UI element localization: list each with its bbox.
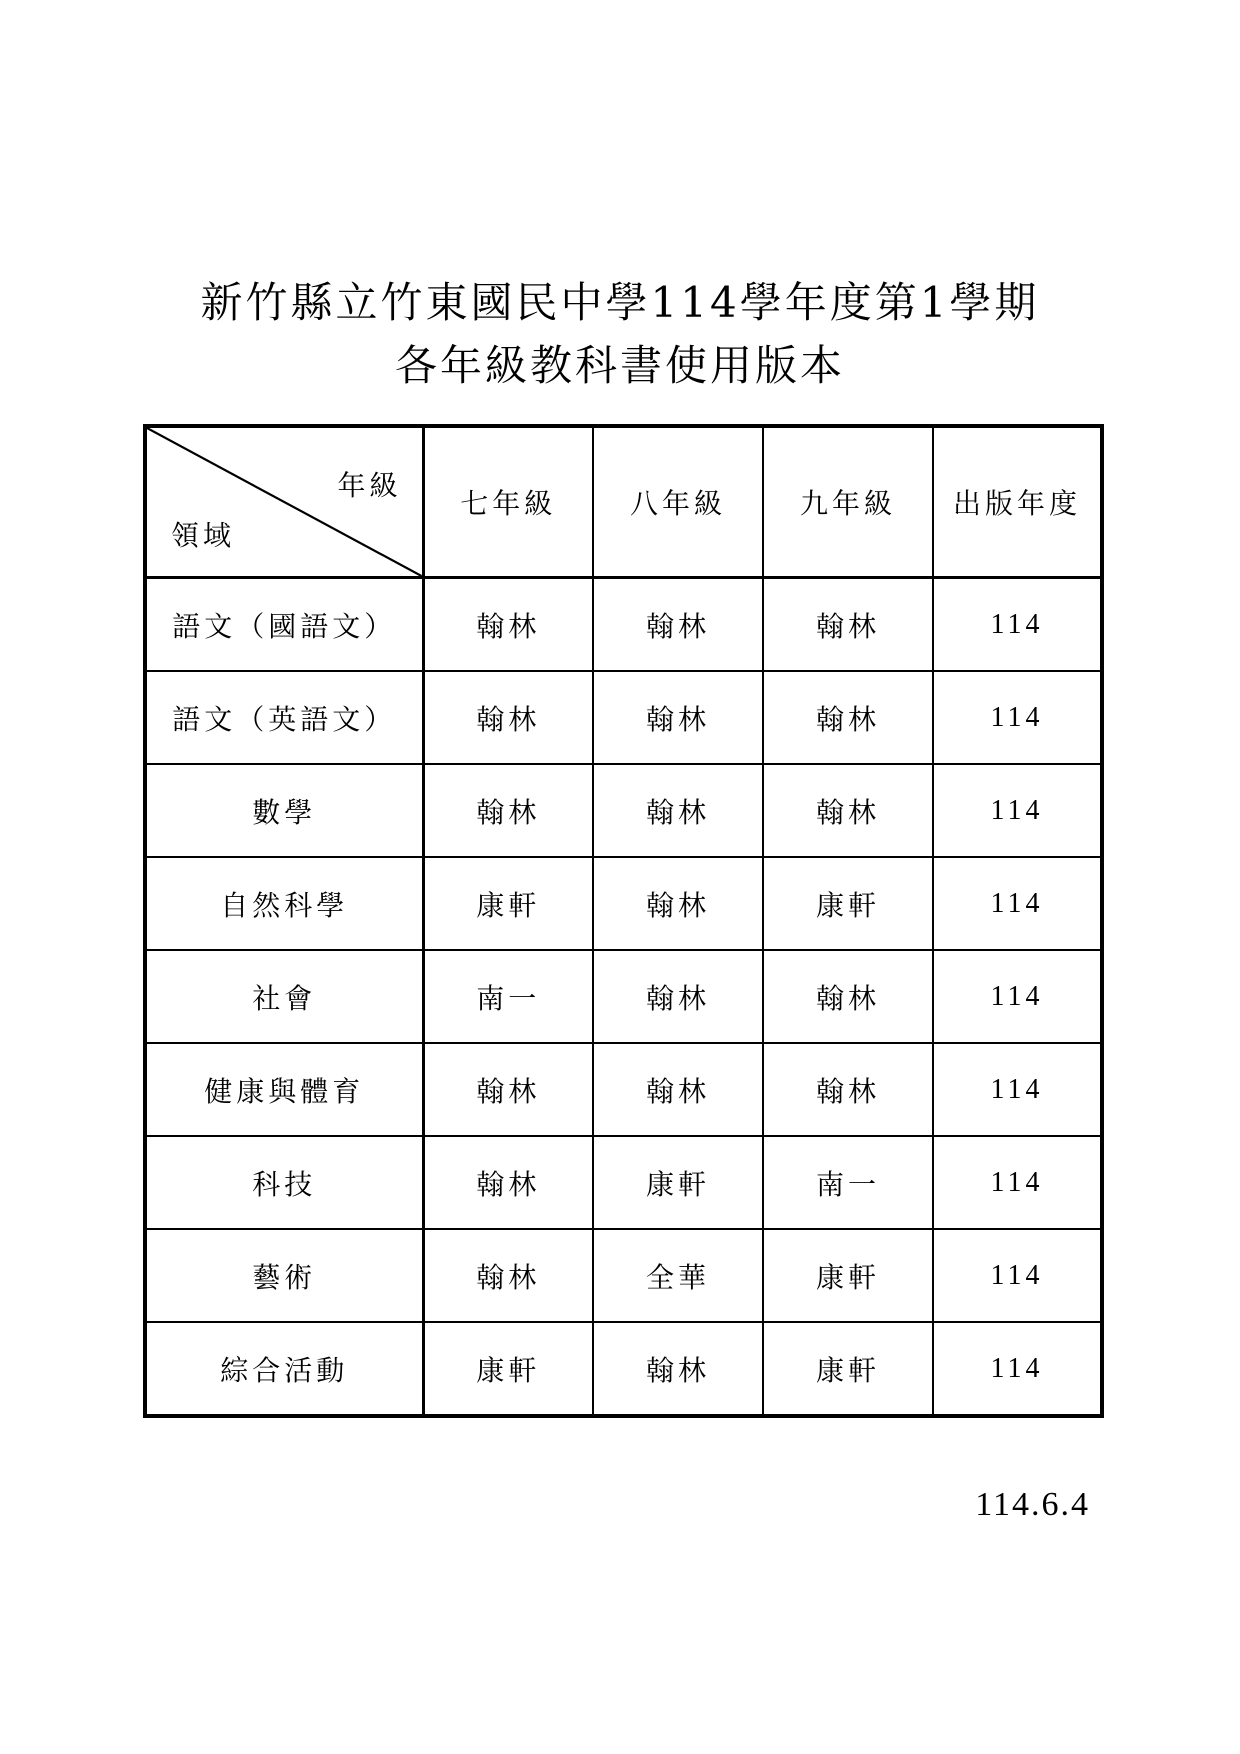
publish-year-cell: 114	[933, 1043, 1102, 1136]
grade8-cell: 翰林	[593, 671, 763, 764]
grade8-cell: 翰林	[593, 1322, 763, 1416]
table-row	[145, 671, 1102, 764]
domain-cell: 健康與體育	[145, 1043, 423, 1136]
publish-year-cell: 114	[933, 1136, 1102, 1229]
document-date: 114.6.4	[975, 1486, 1090, 1523]
grade7-cell: 翰林	[423, 1043, 593, 1136]
table-row	[145, 1229, 1102, 1322]
publish-year-cell: 114	[933, 578, 1102, 672]
table-row	[145, 1322, 1102, 1416]
grade9-cell: 康軒	[763, 1229, 933, 1322]
column-header-grade8: 八年級	[593, 426, 763, 578]
grade9-cell: 南一	[763, 1136, 933, 1229]
grade9-cell: 翰林	[763, 578, 933, 672]
grade7-cell: 翰林	[423, 1136, 593, 1229]
table-row	[145, 764, 1102, 857]
column-header-publish-year: 出版年度	[933, 426, 1102, 578]
column-header-grade7: 七年級	[423, 426, 593, 578]
title-line-2: 各年級教科書使用版本	[394, 341, 845, 390]
domain-cell: 藝術	[145, 1229, 423, 1322]
header-row	[145, 426, 1102, 578]
publish-year-cell: 114	[933, 1322, 1102, 1416]
corner-grade-label: 年級	[337, 469, 402, 502]
domain-cell: 語文（國語文）	[145, 578, 423, 672]
grade9-cell: 翰林	[763, 1043, 933, 1136]
grade8-cell: 全華	[593, 1229, 763, 1322]
title-line-1: 新竹縣立竹東國民中學114學年度第1學期	[200, 278, 1040, 327]
domain-cell: 自然科學	[145, 857, 423, 950]
publish-year-cell: 114	[933, 764, 1102, 857]
grade9-cell: 康軒	[763, 1322, 933, 1416]
grade8-cell: 翰林	[593, 950, 763, 1043]
table-row	[145, 578, 1102, 672]
domain-cell: 科技	[145, 1136, 423, 1229]
publish-year-cell: 114	[933, 950, 1102, 1043]
grade7-cell: 翰林	[423, 1229, 593, 1322]
grade7-cell: 翰林	[423, 764, 593, 857]
grade8-cell: 康軒	[593, 1136, 763, 1229]
domain-cell: 社會	[145, 950, 423, 1043]
textbook-version-table	[143, 424, 1104, 1418]
grade8-cell: 翰林	[593, 857, 763, 950]
grade9-cell: 翰林	[763, 950, 933, 1043]
table-row	[145, 1136, 1102, 1229]
grade8-cell: 翰林	[593, 1043, 763, 1136]
publish-year-cell: 114	[933, 671, 1102, 764]
corner-domain-label: 領域	[171, 519, 236, 552]
grade7-cell: 康軒	[423, 1322, 593, 1416]
grade9-cell: 翰林	[763, 671, 933, 764]
grade9-cell: 康軒	[763, 857, 933, 950]
grade7-cell: 翰林	[423, 671, 593, 764]
table-row	[145, 950, 1102, 1043]
domain-cell: 綜合活動	[145, 1322, 423, 1416]
grade9-cell: 翰林	[763, 764, 933, 857]
column-header-grade9: 九年級	[763, 426, 933, 578]
domain-cell: 語文（英語文）	[145, 671, 423, 764]
table-row	[145, 1043, 1102, 1136]
grade8-cell: 翰林	[593, 764, 763, 857]
corner-header-cell	[145, 426, 423, 578]
grade7-cell: 南一	[423, 950, 593, 1043]
publish-year-cell: 114	[933, 857, 1102, 950]
grade7-cell: 康軒	[423, 857, 593, 950]
grade7-cell: 翰林	[423, 578, 593, 672]
grade8-cell: 翰林	[593, 578, 763, 672]
publish-year-cell: 114	[933, 1229, 1102, 1322]
domain-cell: 數學	[145, 764, 423, 857]
table-row	[145, 857, 1102, 950]
